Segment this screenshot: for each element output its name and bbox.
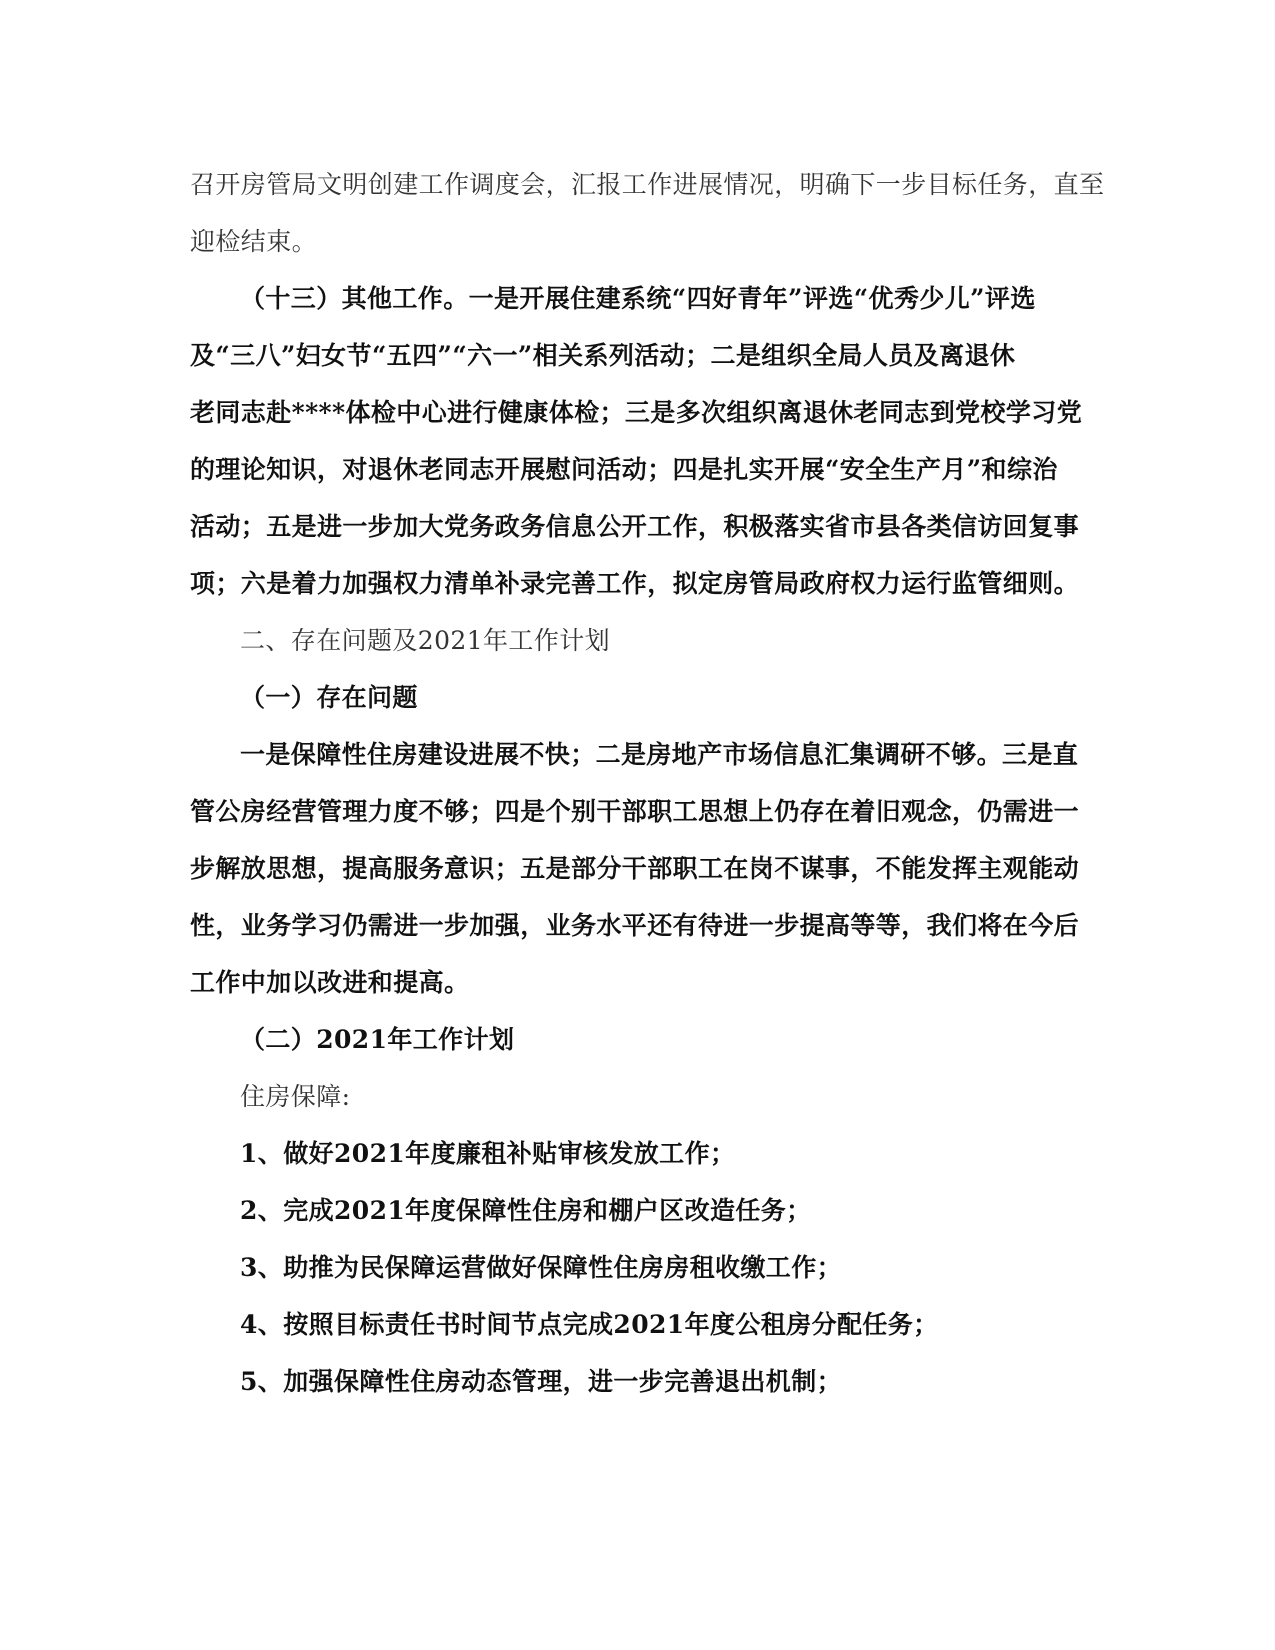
paragraph-line: 的理论知识，对退休老同志开展慰问活动；四是扎实开展“安全生产月”和综治 (190, 455, 1058, 484)
list-item: 3、助推为民保障运营做好保障性住房房租收缴工作； (240, 1253, 842, 1282)
paragraph-line: 及“三八”妇女节“五四”“六一”相关系列活动；二是组织全局人员及离退休 (190, 341, 1016, 370)
section-heading: 二、存在问题及2021年工作计划 (240, 626, 611, 655)
paragraph-line: （十三）其他工作。一是开展住建系统“四好青年”评选“优秀少儿”评选 (240, 284, 1036, 313)
list-item: 2、完成2021年度保障性住房和棚户区改造任务； (240, 1196, 812, 1225)
list-item: 1、做好2021年度廉租补贴审核发放工作； (240, 1139, 736, 1168)
paragraph-line: 性，业务学习仍需进一步加强，业务水平还有待进一步提高等等，我们将在今后 (190, 911, 1080, 940)
paragraph-line: 活动；五是进一步加大党务政务信息公开工作，积极落实省市县各类信访回复事 (190, 512, 1080, 541)
paragraph-line: 老同志赴****体检中心进行健康体检；三是多次组织离退休老同志到党校学习党 (190, 398, 1083, 427)
list-heading: 住房保障: (240, 1082, 351, 1111)
subsection-heading: （二）2021年工作计划 (240, 1025, 515, 1054)
subsection-heading: （一）存在问题 (240, 683, 418, 712)
paragraph-line: 步解放思想，提高服务意识；五是部分干部职工在岗不谋事，不能发挥主观能动 (190, 854, 1080, 883)
list-item: 5、加强保障性住房动态管理，进一步完善退出机制； (240, 1367, 842, 1396)
paragraph-line: 一是保障性住房建设进展不快；二是房地产市场信息汇集调研不够。三是直 (240, 740, 1079, 769)
paragraph-line: 管公房经营管理力度不够；四是个别干部职工思想上仍存在着旧观念，仍需进一 (190, 797, 1080, 826)
paragraph-line: 工作中加以改进和提高。 (190, 968, 470, 997)
list-item: 4、按照目标责任书时间节点完成2021年度公租房分配任务； (240, 1310, 939, 1339)
paragraph-line: 召开房管局文明创建工作调度会，汇报工作进展情况，明确下一步目标任务，直至 (190, 170, 1105, 199)
paragraph-line: 项；六是着力加强权力清单补录完善工作，拟定房管局政府权力运行监管细则。 (190, 569, 1080, 598)
paragraph-line: 迎检结束。 (190, 227, 318, 256)
